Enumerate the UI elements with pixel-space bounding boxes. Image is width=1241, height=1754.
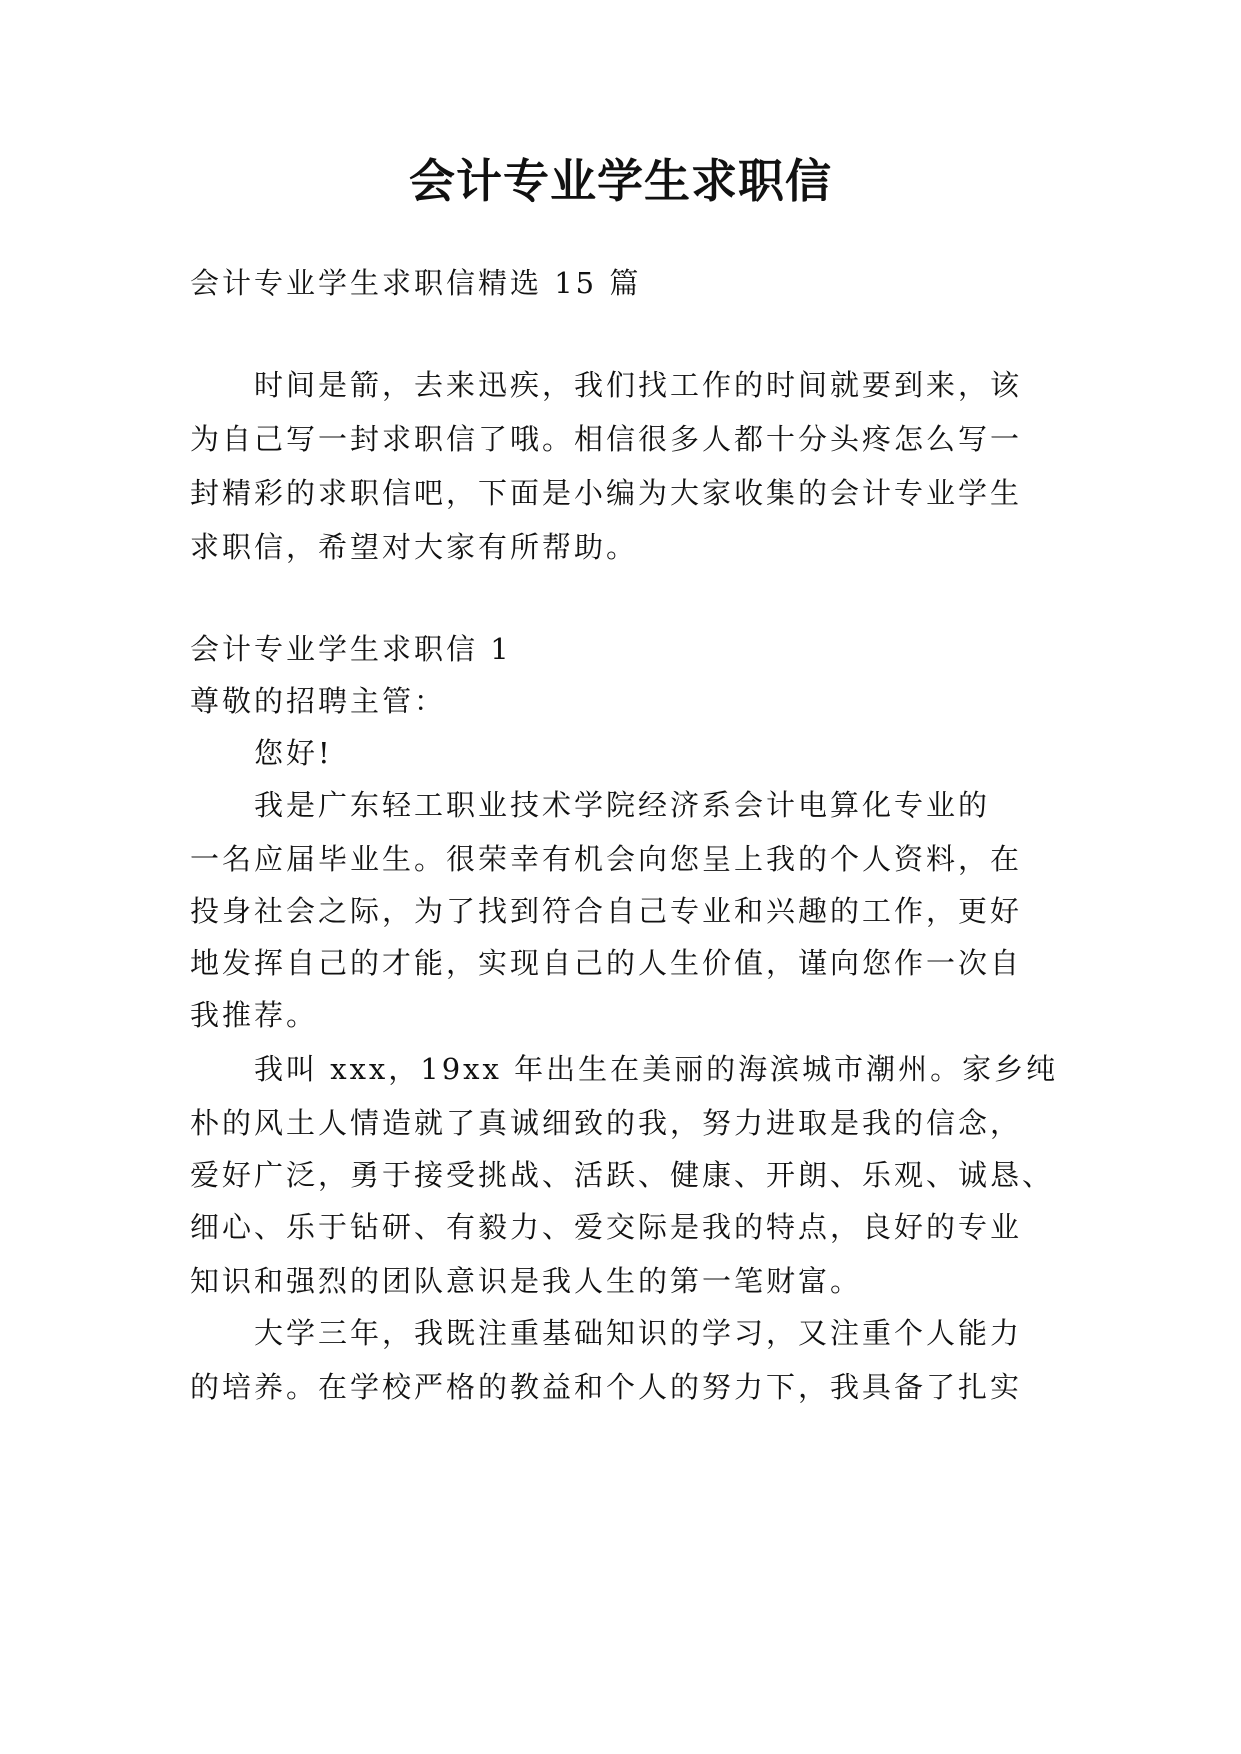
- paragraph3-line: 的培养。在学校严格的教益和个人的努力下，我具备了扎实: [190, 1370, 1023, 1404]
- paragraph1-line: 一名应届毕业生。很荣幸有机会向您呈上我的个人资料，在: [190, 842, 1023, 876]
- paragraph2-line: 我叫 xxx，19xx 年出生在美丽的海滨城市潮州。家乡纯: [254, 1052, 1059, 1086]
- intro-line: 求职信，希望对大家有所帮助。: [190, 530, 639, 564]
- section-heading: 会计专业学生求职信 1: [190, 632, 512, 666]
- intro-line: 为自己写一封求职信了哦。相信很多人都十分头疼怎么写一: [190, 422, 1023, 456]
- document-subtitle: 会计专业学生求职信精选 15 篇: [190, 266, 642, 300]
- paragraph2-line: 爱好广泛，勇于接受挑战、活跃、健康、开朗、乐观、诚恳、: [190, 1158, 1055, 1192]
- paragraph1-line: 我推荐。: [190, 998, 319, 1032]
- paragraph2-line: 朴的风土人情造就了真诚细致的我，努力进取是我的信念，: [190, 1106, 1023, 1140]
- intro-line: 时间是箭，去来迅疾，我们找工作的时间就要到来，该: [254, 368, 1023, 402]
- intro-line: 封精彩的求职信吧，下面是小编为大家收集的会计专业学生: [190, 476, 1023, 510]
- paragraph1-line: 我是广东轻工职业技术学院经济系会计电算化专业的: [254, 788, 991, 822]
- document-title: 会计专业学生求职信: [409, 154, 832, 208]
- paragraph1-line: 投身社会之际，为了找到符合自己专业和兴趣的工作，更好: [190, 894, 1023, 928]
- paragraph1-line: 地发挥自己的才能，实现自己的人生价值，谨向您作一次自: [190, 946, 1023, 980]
- paragraph2-line: 细心、乐于钻研、有毅力、爱交际是我的特点，良好的专业: [190, 1210, 1023, 1244]
- paragraph2-line: 知识和强烈的团队意识是我人生的第一笔财富。: [190, 1264, 863, 1298]
- salutation: 尊敬的招聘主管：: [190, 684, 447, 718]
- greeting: 您好!: [254, 736, 333, 770]
- paragraph3-line: 大学三年，我既注重基础知识的学习，又注重个人能力: [254, 1316, 1023, 1350]
